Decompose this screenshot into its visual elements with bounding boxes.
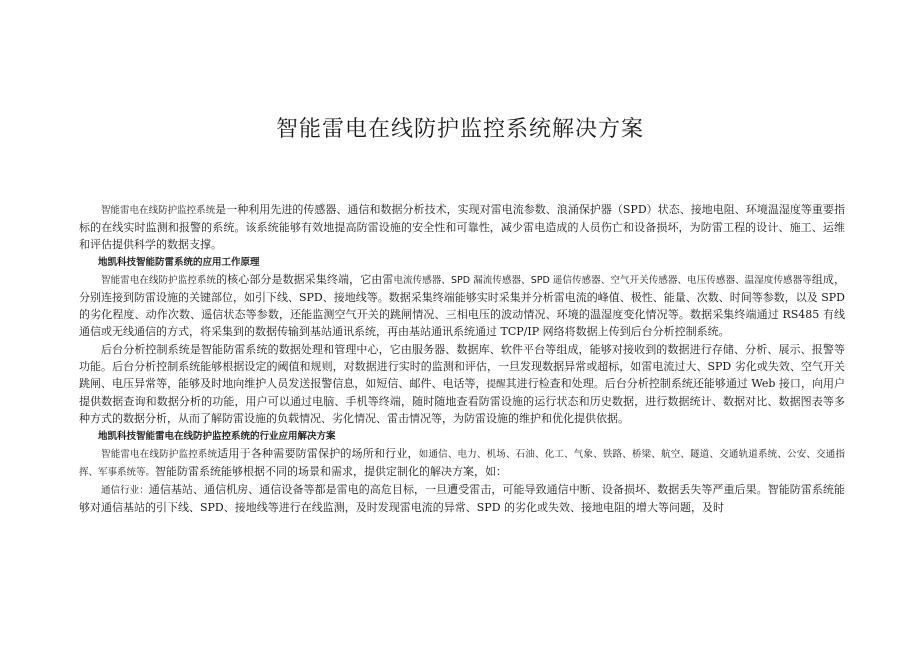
intro-paragraph xyxy=(79,201,845,254)
industry-paragraph-1 xyxy=(79,445,845,481)
principle-text-a: 的核心部分是数据采集终端，它由雷 xyxy=(216,272,394,286)
document-title: 智能雷电在线防护监控系统解决方案 xyxy=(275,117,644,142)
telecom-paragraph xyxy=(79,481,845,516)
industry-text-a: 适用于各种需要防雷保护的场所和行业， xyxy=(217,446,419,460)
intro-lead: 智能雷电在线防护监控系统 xyxy=(101,205,216,216)
backend-text-a: 后台分析控制系统是智能防雷系统的数据处理和管理中心，它由服务器、数据库、软件平台等组成，能够对接收到的数据进行存储、分析、展示、报警等功能。后台分析控制系统能够根据设定的阈值和规则，对数据进行实时的监测和评估，一旦发现数据异常或超标，如雷电流过大、SPD 劣化或失效、空气开关跳闸、电压异常等，能够及时地向维护人员发送报警信息，如短信、邮件、电话等， xyxy=(79,342,845,391)
section-heading-industry: 地凯科技智能雷电在线防护监控系统的行业应用解决方案 xyxy=(98,430,336,442)
sensor-list: 电流传感器、SPD 漏流传感器、SPD 遥信传感器、空气开关传感器、电压传感器、温湿度传感器等 xyxy=(393,274,812,286)
telecom-lead: 通信行业： xyxy=(101,485,149,497)
industry-list: 如通信、电力、机场、石油、化工、气象、铁路、桥梁、航空、隧道、交通轨道系统、公安、交通指挥、军事系统等。 xyxy=(79,448,845,479)
principle-paragraph-2 xyxy=(79,341,845,428)
backend-text-b: 其进行检查和处理。后台分析控制系统还能够通过 Web 接口，向用户提供数据查询和数据分析的功能，用户可以通过电脑、手机等终端，随时随地查看防雷设施的运行状态和历史数据，进行数据统计、数据对比、数据图表等多种方式的数据分析，从而了解防雷设施的负载情况、劣化情况、雷击情况等，为防雷设施的维护和优化提供依据。 xyxy=(79,377,845,426)
intro-text: 是一种利用先进的传感器、通信和数据分析技术，实现对雷电流参数、浪涌保护器（SPD）状态、接地电阻、环境温湿度等重要指标的在线实时监测和报警的系统。该系统能够有效地提高防雷设施的安全性和可靠性，减少雷电造成的人员伤亡和设备损坏，为防雷工程的设计、施工、运维和评估提供科学的数据支撑。 xyxy=(79,203,845,252)
principle-paragraph-1 xyxy=(79,271,845,341)
remind-word: 提醒 xyxy=(486,379,506,391)
section-heading-principle: 地凯科技智能防雷系统的应用工作原理 xyxy=(98,256,260,268)
industry-lead: 智能雷电在线防护监控系统 xyxy=(101,448,218,460)
principle-lead: 智能雷电在线防护监控系统 xyxy=(101,274,217,286)
document-body xyxy=(79,201,845,517)
telecom-text: 通信基站、通信机房、通信设备等都是雷电的高危目标，一旦遭受雷击，可能导致通信中断、设备损坏、数据丢失等严重后果。智能防雷系统能够对通信基站的引下线、SPD、接地线等进行在线监测，及时发现雷电流的异常、SPD 的劣化或失效、接地电阻的增大等问题，及时 xyxy=(79,483,845,515)
industry-text-b: 智能防雷系统能够根据不同的场景和需求，提供定制化的解决方案，如： xyxy=(155,465,508,479)
principle-text-b: 组成，分别连接到防雷设施的关键部位，如引下线、SPD、接地线等。数据采集终端能够实时采集并分析雷电流的峰值、极性、能量、次数、时间等参数，以及 SPD 的劣化程度、动作次数、遥信状态等参数，还能监测空气开关的跳闸情况、三相电压的波动情况、环境的温湿度变化情况等。数据采集终端通过 RS485 有线通信或无线通信的方式，将采集到的数据传输到基站通讯系统，再由基站通讯系统通过 TCP/IP 网络将数据上传到后台分析控制系统。 xyxy=(79,272,846,339)
